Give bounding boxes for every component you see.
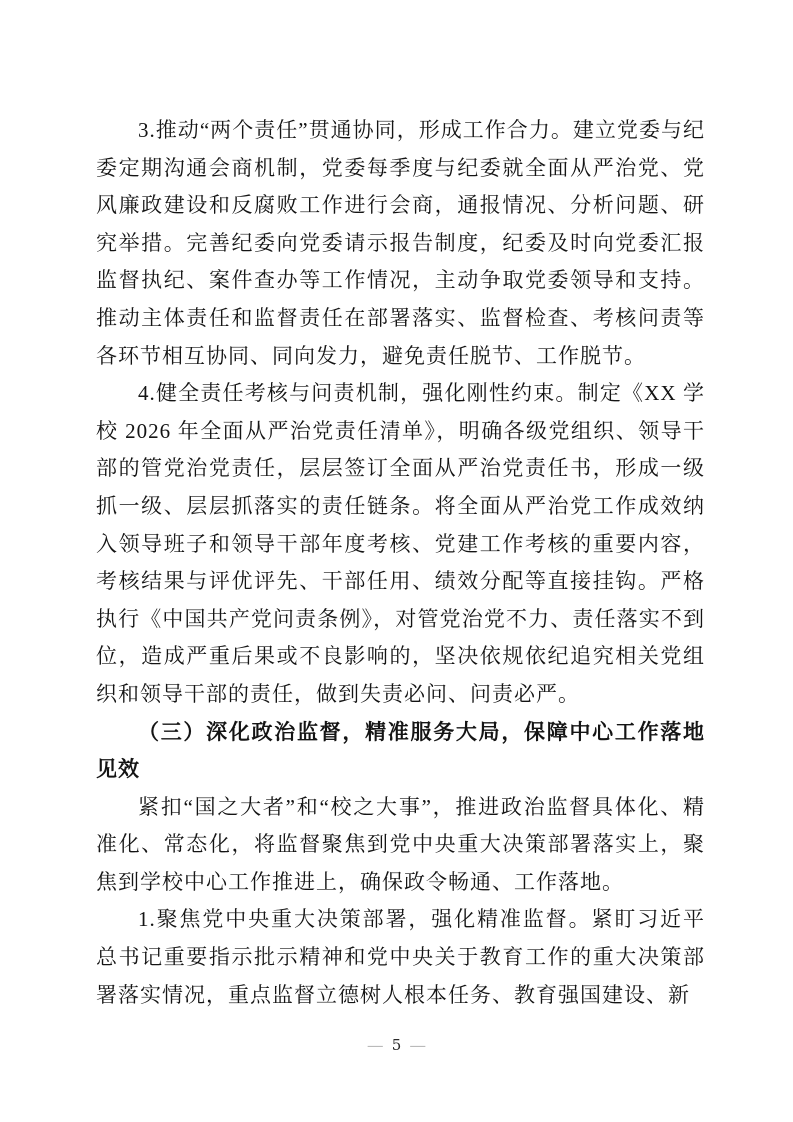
page-number: 5: [391, 1036, 402, 1054]
paragraph: 1.聚焦党中央重大决策部署，强化精准监督。紧盯习近平总书记重要指示批示精神和党中央关于教育工作的重大决策部署落实情况，重点监督立德树人根本任务、教育强国建设、新: [96, 907, 705, 1007]
paragraph: 3.推动“两个责任”贯通协同，形成工作合力。建立党委与纪委定期沟通会商机制，党委每季度与纪委就全面从严治党、党风廉政建设和反腐败工作进行会商，通报情况、分析问题、研究举措。完善纪委向党委请示报告制度，纪委及时向党委汇报监督执纪、案件查办等工作情况，主动争取党委领导和支持。推动主体责任和监督责任在部署落实、监督检查、考核问责等各环节相互协同、同向发力，避免责任脱节、工作脱节。: [96, 118, 705, 368]
paragraph: 紧扣“国之大者”和“校之大事”，推进政治监督具体化、精准化、常态化，将监督聚焦到党中央重大决策部署落实上，聚焦到学校中心工作推进上，确保政令畅通、工作落地。: [96, 794, 705, 894]
section-heading: （三）深化政治监督，精准服务大局，保障中心工作落地见效: [96, 720, 705, 782]
paragraph: 4.健全责任考核与问责机制，强化刚性约束。制定《XX 学校 2026 年全面从严治党责任清单》，明确各级党组织、领导干部的管党治党责任，层层签订全面从严治党责任书，形成一级抓一级、层层抓落实的责任链条。将全面从严治党工作成效纳入领导班子和领导干部年度考核、党建工作考核的重要内容，考核结果与评优评先、干部任用、绩效分配等直接挂钩。严格执行《中国共产党问责条例》，对管党治党不力、责任落实不到位，造成严重后果或不良影响的，坚决依规依纪追究相关党组织和领导干部的责任，做到失责必问、问责必严。: [96, 381, 705, 706]
footer-dash-right: —: [410, 1038, 426, 1054]
document-body: [96, 112, 705, 1014]
page-footer: [0, 1035, 793, 1056]
footer-dash-left: —: [367, 1038, 383, 1054]
